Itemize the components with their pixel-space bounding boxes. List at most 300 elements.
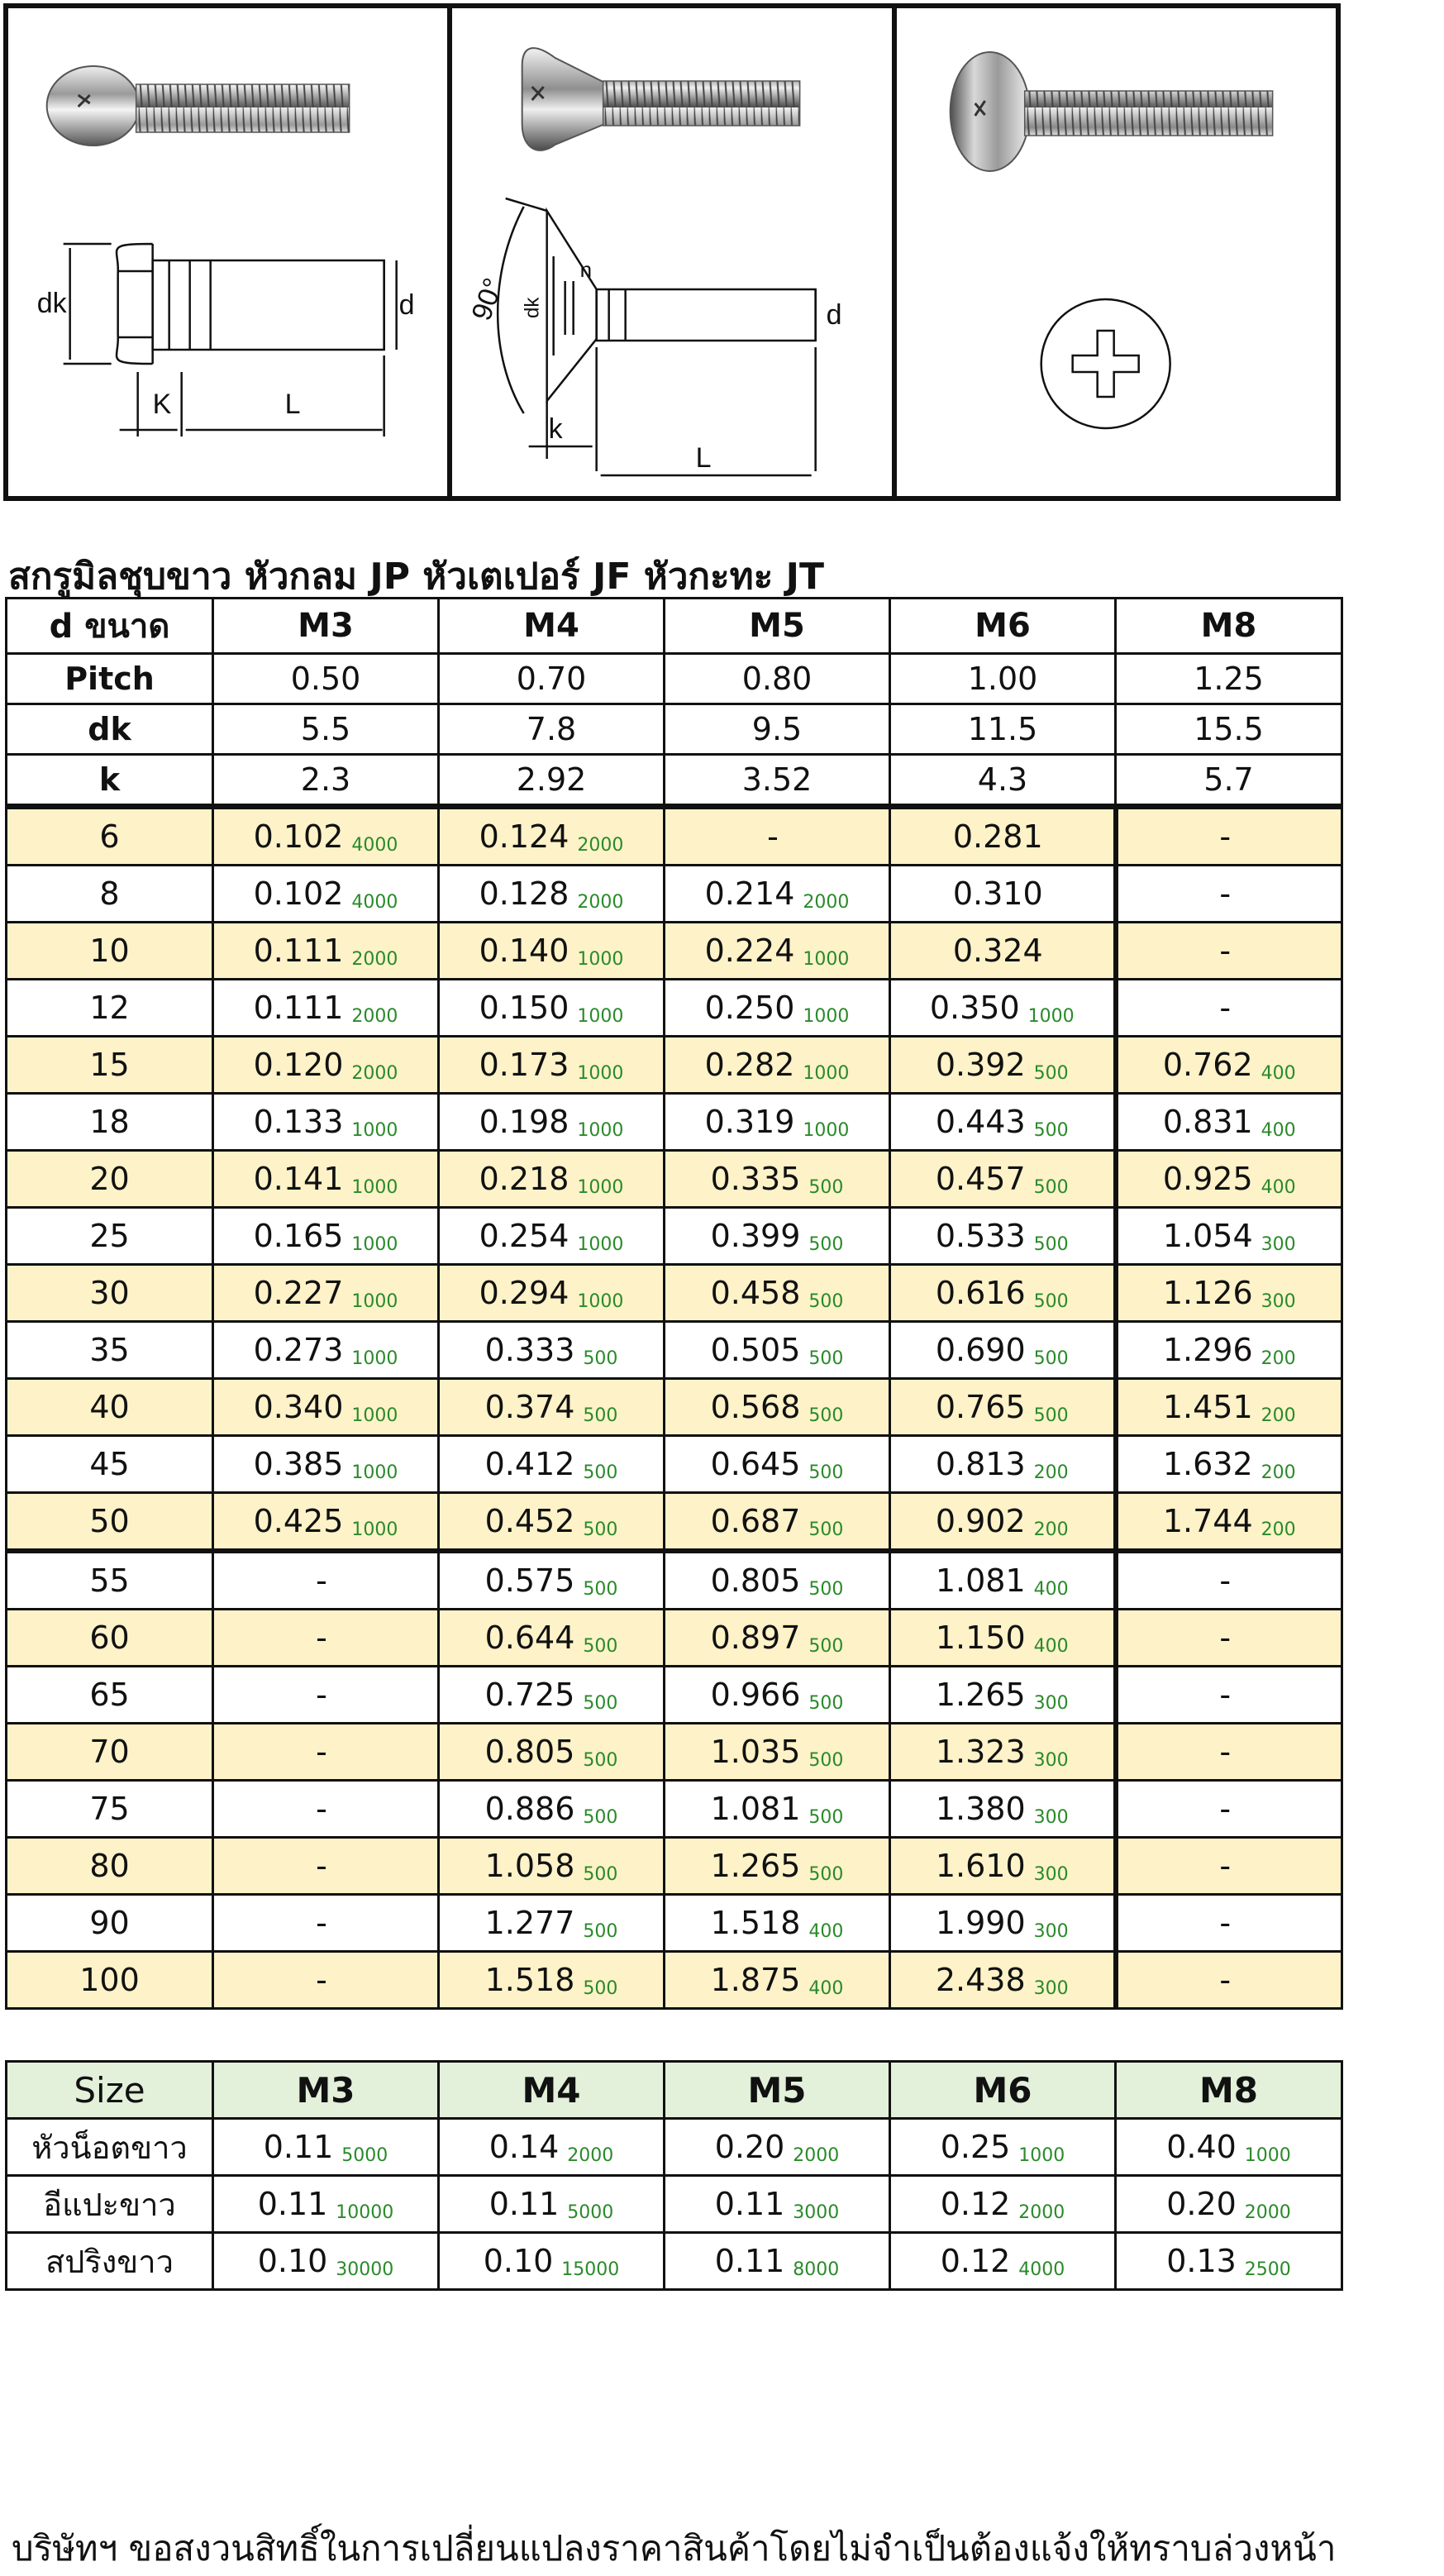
- pack-quantity: 3000: [793, 2202, 840, 2223]
- unit-price: 0.324: [952, 932, 1043, 969]
- accessory-header-row: [7, 2062, 1342, 2119]
- pack-quantity: 1000: [1027, 1005, 1075, 1027]
- length-row: [7, 1151, 1342, 1208]
- pack-quantity: 2000: [567, 2144, 614, 2166]
- price-cell: [1116, 923, 1342, 980]
- unit-price: -: [1219, 932, 1232, 969]
- pack-quantity: 1000: [1244, 2144, 1291, 2166]
- price-cell: [439, 2233, 665, 2290]
- price-cell: [1116, 2119, 1342, 2176]
- price-cell: [1116, 1551, 1342, 1610]
- pack-quantity: 200: [1261, 1348, 1296, 1369]
- pack-quantity: 1000: [803, 948, 850, 970]
- k-label: k: [548, 413, 563, 445]
- pack-quantity: 200: [1033, 1462, 1069, 1483]
- length-label: 35: [7, 1322, 213, 1379]
- unit-price: 0.10: [483, 2242, 554, 2279]
- pack-quantity: 1000: [577, 948, 624, 970]
- pack-quantity: 500: [808, 1290, 844, 1312]
- pack-quantity: 500: [1033, 1290, 1069, 1312]
- price-cell: [213, 2233, 439, 2290]
- price-cell: [890, 2233, 1116, 2290]
- price-cell: [1116, 1094, 1342, 1151]
- unit-price: -: [316, 1619, 327, 1656]
- price-cell: [213, 1551, 439, 1610]
- size-header-cell: M4: [439, 599, 665, 654]
- unit-price: -: [1219, 1676, 1232, 1713]
- pack-quantity: 400: [1261, 1062, 1296, 1084]
- spec-value: 0.50: [213, 654, 439, 704]
- price-cell: [439, 1379, 665, 1436]
- price-cell: [890, 1094, 1116, 1151]
- accessory-size-cell: M5: [665, 2062, 890, 2119]
- pack-quantity: 4000: [1018, 2259, 1065, 2280]
- length-label: 50: [7, 1493, 213, 1552]
- page-title: สกรูมิลชุบขาว หัวกลม JP หัวเตเปอร์ JF หัวกะทะ JT: [8, 556, 825, 598]
- length-row: [7, 1379, 1342, 1436]
- spec-row: [7, 755, 1342, 807]
- price-cell: [665, 1493, 890, 1552]
- unit-price: -: [316, 1904, 327, 1941]
- price-cell: [890, 1037, 1116, 1094]
- unit-price: 0.128: [479, 875, 569, 912]
- pack-quantity: 300: [1033, 1806, 1069, 1828]
- pan-head-screw-drawing: [8, 8, 447, 496]
- pack-quantity: 400: [808, 1977, 844, 1999]
- d-label: d: [826, 299, 842, 331]
- unit-price: -: [1219, 875, 1232, 912]
- price-cell: [439, 1436, 665, 1493]
- price-cell: [665, 1151, 890, 1208]
- length-row: [7, 923, 1342, 980]
- pack-quantity: 500: [808, 1176, 844, 1198]
- spec-value: 1.00: [890, 654, 1116, 704]
- unit-price: 1.518: [710, 1904, 801, 1941]
- price-cell: [1116, 1667, 1342, 1724]
- unit-price: 0.319: [704, 1103, 795, 1140]
- pack-quantity: 300: [1033, 1692, 1069, 1714]
- price-cell: [439, 1037, 665, 1094]
- unit-price: 1.126: [1162, 1274, 1253, 1311]
- unit-price: 0.102: [253, 818, 344, 855]
- length-row: [7, 1037, 1342, 1094]
- truss-head-screw-drawing: [897, 8, 1336, 496]
- pack-quantity: 500: [583, 1348, 618, 1369]
- length-label: 75: [7, 1781, 213, 1838]
- pack-quantity: 500: [1033, 1348, 1069, 1369]
- pack-quantity: 2000: [803, 891, 850, 913]
- pack-quantity: 500: [808, 1635, 844, 1657]
- price-cell: [439, 1551, 665, 1610]
- size-header-cell: M3: [213, 599, 439, 654]
- unit-price: 1.744: [1162, 1502, 1253, 1539]
- length-label: 12: [7, 980, 213, 1037]
- unit-price: 0.133: [253, 1103, 344, 1140]
- price-cell: [439, 866, 665, 923]
- unit-price: 0.374: [484, 1388, 575, 1425]
- price-cell: [213, 1265, 439, 1322]
- spec-row: [7, 654, 1342, 704]
- unit-price: 0.11: [257, 2185, 328, 2222]
- price-cell: [665, 1379, 890, 1436]
- unit-price: -: [1219, 1847, 1232, 1884]
- unit-price: 1.150: [935, 1619, 1026, 1656]
- pack-quantity: 500: [808, 1405, 844, 1426]
- price-cell: [665, 1094, 890, 1151]
- unit-price: 1.265: [710, 1847, 801, 1884]
- price-cell: [213, 980, 439, 1037]
- unit-price: 0.902: [935, 1502, 1026, 1539]
- length-label: 55: [7, 1551, 213, 1610]
- unit-price: 0.224: [704, 932, 795, 969]
- unit-price: -: [767, 818, 779, 855]
- unit-price: 0.11: [714, 2185, 785, 2222]
- length-label: 18: [7, 1094, 213, 1151]
- price-cell: [439, 2119, 665, 2176]
- price-cell: [1116, 2176, 1342, 2233]
- unit-price: -: [316, 1790, 327, 1827]
- pack-quantity: 4000: [351, 891, 398, 913]
- length-row: [7, 1094, 1342, 1151]
- unit-price: -: [1219, 1733, 1232, 1770]
- pack-quantity: 500: [583, 1635, 618, 1657]
- price-cell: [1116, 1322, 1342, 1379]
- price-cell: [890, 1151, 1116, 1208]
- length-label: 6: [7, 807, 213, 866]
- unit-price: 0.124: [479, 818, 569, 855]
- pack-quantity: 1000: [351, 1348, 398, 1369]
- accessory-size-cell: M3: [213, 2062, 439, 2119]
- unit-price: 0.575: [484, 1562, 575, 1599]
- unit-price: 0.150: [479, 989, 569, 1026]
- pack-quantity: 200: [1261, 1519, 1296, 1540]
- price-cell: [213, 1667, 439, 1724]
- pack-quantity: 300: [1033, 1863, 1069, 1885]
- pack-quantity: 500: [583, 1806, 618, 1828]
- pack-quantity: 500: [583, 1920, 618, 1942]
- spec-value: 0.70: [439, 654, 665, 704]
- price-cell: [439, 1667, 665, 1724]
- length-label: 80: [7, 1838, 213, 1895]
- unit-price: 0.335: [710, 1160, 801, 1197]
- unit-price: 0.310: [952, 875, 1043, 912]
- countersunk-screw-drawing: [452, 8, 891, 496]
- price-cell: [665, 1838, 890, 1895]
- pack-quantity: 1000: [1018, 2144, 1065, 2166]
- price-cell: [890, 1208, 1116, 1265]
- length-label: 45: [7, 1436, 213, 1493]
- length-row: [7, 1667, 1342, 1724]
- pack-quantity: 500: [1033, 1062, 1069, 1084]
- product-image-panel: [3, 3, 1341, 501]
- unit-price: 0.966: [710, 1676, 801, 1713]
- price-cell: [439, 1895, 665, 1952]
- length-row: [7, 1724, 1342, 1781]
- unit-price: 0.102: [253, 875, 344, 912]
- unit-price: 0.568: [710, 1388, 801, 1425]
- price-cell: [890, 1322, 1116, 1379]
- unit-price: 0.333: [484, 1331, 575, 1368]
- price-cell: [665, 2119, 890, 2176]
- unit-price: 0.805: [484, 1733, 575, 1770]
- length-row: [7, 1265, 1342, 1322]
- unit-price: -: [1219, 1904, 1232, 1941]
- unit-price: 0.14: [488, 2128, 560, 2165]
- price-cell: [665, 807, 890, 866]
- pack-quantity: 500: [583, 1692, 618, 1714]
- length-label: 8: [7, 866, 213, 923]
- dk-label: dk: [36, 288, 67, 319]
- unit-price: -: [316, 1733, 327, 1770]
- unit-price: 1.054: [1162, 1217, 1253, 1254]
- unit-price: 0.616: [935, 1274, 1026, 1311]
- accessory-size-cell: M8: [1116, 2062, 1342, 2119]
- spec-row: [7, 704, 1342, 755]
- spec-value: 15.5: [1116, 704, 1342, 755]
- countersunk-screw-cell: [452, 8, 896, 496]
- spec-value: 11.5: [890, 704, 1116, 755]
- length-row: [7, 980, 1342, 1037]
- length-label: 25: [7, 1208, 213, 1265]
- price-cell: [665, 1436, 890, 1493]
- length-label: 90: [7, 1895, 213, 1952]
- unit-price: 0.281: [952, 818, 1043, 855]
- price-cell: [213, 2119, 439, 2176]
- price-cell: [665, 1037, 890, 1094]
- price-cell: [1116, 1610, 1342, 1667]
- spec-value: 2.92: [439, 755, 665, 807]
- price-cell: [1116, 1895, 1342, 1952]
- price-cell: [439, 1781, 665, 1838]
- pack-quantity: 400: [1261, 1119, 1296, 1141]
- unit-price: 0.165: [253, 1217, 344, 1254]
- accessory-row: [7, 2233, 1342, 2290]
- countersunk-screw-photo: [522, 48, 800, 150]
- price-cell: [213, 923, 439, 980]
- length-row: [7, 1952, 1342, 2009]
- pack-quantity: 400: [1033, 1578, 1069, 1600]
- unit-price: 1.380: [935, 1790, 1026, 1827]
- length-row: [7, 1493, 1342, 1552]
- length-row: [7, 1551, 1342, 1610]
- price-cell: [665, 923, 890, 980]
- length-label: 65: [7, 1667, 213, 1724]
- pack-quantity: 1000: [351, 1233, 398, 1255]
- unit-price: 1.451: [1162, 1388, 1253, 1425]
- pack-quantity: 400: [1033, 1635, 1069, 1657]
- pack-quantity: 1000: [577, 1119, 624, 1141]
- price-cell: [665, 866, 890, 923]
- price-cell: [439, 1094, 665, 1151]
- spec-value: 7.8: [439, 704, 665, 755]
- pack-quantity: 2000: [1244, 2202, 1291, 2223]
- unit-price: 0.10: [257, 2242, 328, 2279]
- pack-quantity: 500: [583, 1863, 618, 1885]
- pack-quantity: 500: [583, 1977, 618, 1999]
- unit-price: 0.250: [704, 989, 795, 1026]
- accessory-row: [7, 2119, 1342, 2176]
- price-cell: [665, 1551, 890, 1610]
- accessory-label: สปริงขาว: [7, 2233, 213, 2290]
- price-cell: [1116, 1379, 1342, 1436]
- price-cell: [890, 1724, 1116, 1781]
- unit-price: 0.533: [935, 1217, 1026, 1254]
- price-cell: [213, 1151, 439, 1208]
- price-cell: [213, 1436, 439, 1493]
- unit-price: 0.227: [253, 1274, 344, 1311]
- pack-quantity: 4000: [351, 834, 398, 856]
- pack-quantity: 500: [808, 1749, 844, 1771]
- pack-quantity: 2000: [351, 948, 398, 970]
- accessory-size-cell: M6: [890, 2062, 1116, 2119]
- price-cell: [665, 1322, 890, 1379]
- unit-price: 0.13: [1166, 2242, 1237, 2279]
- unit-price: 0.294: [479, 1274, 569, 1311]
- length-label: 30: [7, 1265, 213, 1322]
- spec-label: dk: [7, 704, 213, 755]
- unit-price: 0.765: [935, 1388, 1026, 1425]
- pack-quantity: 500: [808, 1348, 844, 1369]
- unit-price: 0.141: [253, 1160, 344, 1197]
- price-cell: [439, 1151, 665, 1208]
- price-cell: [439, 1610, 665, 1667]
- pack-quantity: 30000: [336, 2259, 394, 2280]
- length-label: 15: [7, 1037, 213, 1094]
- spec-value: 9.5: [665, 704, 890, 755]
- pack-quantity: 1000: [351, 1519, 398, 1540]
- unit-price: 1.990: [935, 1904, 1026, 1941]
- unit-price: 0.412: [484, 1445, 575, 1482]
- price-cell: [213, 1952, 439, 2009]
- unit-price: 0.458: [710, 1274, 801, 1311]
- price-cell: [890, 980, 1116, 1037]
- unit-price: 1.081: [935, 1562, 1026, 1599]
- unit-price: 0.111: [253, 989, 344, 1026]
- unit-price: 0.645: [710, 1445, 801, 1482]
- unit-price: 0.282: [704, 1046, 795, 1083]
- unit-price: 1.296: [1162, 1331, 1253, 1368]
- unit-price: 0.140: [479, 932, 569, 969]
- unit-price: 0.505: [710, 1331, 801, 1368]
- price-cell: [1116, 1838, 1342, 1895]
- unit-price: 1.875: [710, 1961, 801, 1998]
- price-cell: [439, 1493, 665, 1552]
- price-cell: [213, 2176, 439, 2233]
- price-cell: [213, 1379, 439, 1436]
- unit-price: 0.198: [479, 1103, 569, 1140]
- length-row: [7, 866, 1342, 923]
- size-header-cell: M8: [1116, 599, 1342, 654]
- unit-price: 0.20: [714, 2128, 785, 2165]
- pack-quantity: 300: [1033, 1920, 1069, 1942]
- unit-price: 1.081: [710, 1790, 801, 1827]
- unit-price: 1.035: [710, 1733, 801, 1770]
- unit-price: 0.20: [1166, 2185, 1237, 2222]
- pack-quantity: 1000: [803, 1119, 850, 1141]
- price-cell: [890, 807, 1116, 866]
- price-cell: [1116, 1037, 1342, 1094]
- price-cell: [213, 1208, 439, 1265]
- price-cell: [890, 2119, 1116, 2176]
- length-row: [7, 1781, 1342, 1838]
- pack-quantity: 500: [808, 1233, 844, 1255]
- length-row: [7, 1838, 1342, 1895]
- unit-price: 0.214: [704, 875, 795, 912]
- unit-price: 0.385: [253, 1445, 344, 1482]
- pack-quantity: 500: [1033, 1176, 1069, 1198]
- price-change-disclaimer: บริษัทฯ ขอสงวนสิทธิ์ในการเปลี่ยนแปลงราคาสินค้าโดยไม่จำเป็นต้องแจ้งให้ทราบล่วงหน้า: [12, 2528, 1337, 2569]
- length-row: [7, 1436, 1342, 1493]
- pack-quantity: 1000: [577, 1176, 624, 1198]
- unit-price: 0.644: [484, 1619, 575, 1656]
- price-cell: [439, 2176, 665, 2233]
- length-row: [7, 1322, 1342, 1379]
- pack-quantity: 1000: [351, 1119, 398, 1141]
- length-label: 40: [7, 1379, 213, 1436]
- spec-value: 3.52: [665, 755, 890, 807]
- length-label: 70: [7, 1724, 213, 1781]
- spec-value: 2.3: [213, 755, 439, 807]
- unit-price: 0.11: [263, 2128, 334, 2165]
- length-row: [7, 1208, 1342, 1265]
- screw-price-table: [5, 597, 1343, 2010]
- unit-price: 0.886: [484, 1790, 575, 1827]
- unit-price: 0.762: [1162, 1046, 1253, 1083]
- pack-quantity: 500: [808, 1462, 844, 1483]
- unit-price: 0.25: [940, 2128, 1011, 2165]
- unit-price: 0.452: [484, 1502, 575, 1539]
- unit-price: 1.632: [1162, 1445, 1253, 1482]
- price-cell: [890, 1379, 1116, 1436]
- unit-price: 0.273: [253, 1331, 344, 1368]
- price-cell: [1116, 1952, 1342, 2009]
- size-header-label: d ขนาด: [7, 599, 213, 654]
- unit-price: 0.805: [710, 1562, 801, 1599]
- pack-quantity: 500: [583, 1578, 618, 1600]
- price-cell: [890, 1895, 1116, 1952]
- unit-price: 0.11: [714, 2242, 785, 2279]
- unit-price: 1.323: [935, 1733, 1026, 1770]
- unit-price: 2.438: [935, 1961, 1026, 1998]
- price-cell: [439, 1838, 665, 1895]
- pack-quantity: 2000: [577, 834, 624, 856]
- price-cell: [665, 2176, 890, 2233]
- pack-quantity: 5000: [567, 2202, 614, 2223]
- price-cell: [665, 1208, 890, 1265]
- price-cell: [213, 1322, 439, 1379]
- pack-quantity: 2000: [351, 1005, 398, 1027]
- price-cell: [1116, 1724, 1342, 1781]
- pan-head-screw-cell: [8, 8, 452, 496]
- price-cell: [665, 1610, 890, 1667]
- unit-price: -: [1219, 1562, 1232, 1599]
- spec-value: 5.5: [213, 704, 439, 755]
- unit-price: -: [316, 1562, 327, 1599]
- price-cell: [890, 1493, 1116, 1552]
- countersunk-screw-diagram: [498, 198, 816, 475]
- unit-price: 0.725: [484, 1676, 575, 1713]
- price-cell: [665, 1265, 890, 1322]
- n-label: n: [579, 257, 593, 282]
- pack-quantity: 1000: [351, 1405, 398, 1426]
- spec-value: 0.80: [665, 654, 890, 704]
- angle-label: 90°: [465, 274, 511, 325]
- pack-quantity: 500: [808, 1863, 844, 1885]
- price-cell: [1116, 1436, 1342, 1493]
- price-cell: [439, 807, 665, 866]
- truss-head-screw-photo: [950, 52, 1272, 171]
- pack-quantity: 1000: [803, 1062, 850, 1084]
